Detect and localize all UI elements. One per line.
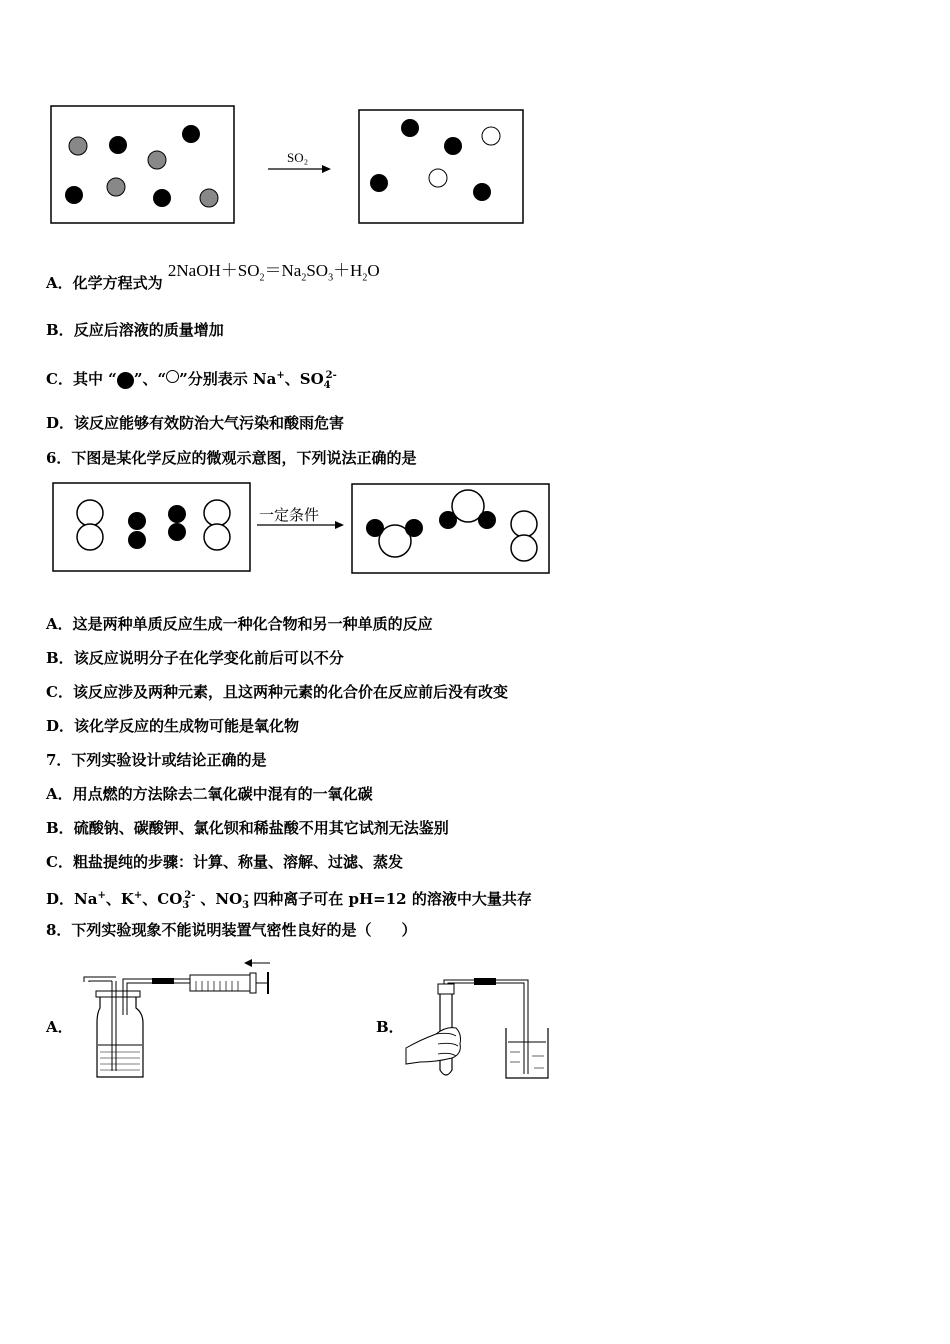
q5-arrowhead [322,165,331,173]
q7-option-d: D．Na+、K+、$CO_3^{2-}$ 、$NO_3^-$ 四种离子可在 pH=12 的溶液中大量共存 [46,890,532,911]
q6-option-d: D．该化学反应的生成物可能是氧化物 [46,717,300,735]
q7-stem: 7．下列实验设计或结论正确的是 [46,751,267,769]
apparatus-b-test-tube-beaker [0,970,600,1090]
black-atom [168,505,186,523]
q6-stem: 6．下图是某化学反应的微观示意图，下列说法正确的是 [46,449,417,467]
q7-option-c: C．粗盐提纯的步骤：计算、称量、溶解、过滤、蒸发 [46,853,403,871]
q6-reaction-diagram [0,470,950,590]
q5-after-box [359,110,523,223]
black-atom [168,523,186,541]
q5-option-c: C．其中 “ ”、“ ”分别表示 Na+、$SO_4^{2-}$ [46,370,337,391]
q6-arrowhead [335,521,344,529]
black-atom [405,519,423,537]
q5-option-a: A．化学方程式为 $2NaOH+SO_2=Na_2SO_3+H_2O$ [46,261,380,292]
q8-label-a: A． [46,1018,73,1036]
gray-particle [107,178,125,196]
black-particle [473,183,491,201]
white-particle [429,169,447,187]
black-atom [128,531,146,549]
black-particle [370,174,388,192]
white-atom [77,524,103,550]
q8-stem: 8．下列实验现象不能说明装置气密性良好的是（ ） [46,921,417,939]
q6-arrow-label: 一定条件 [259,506,320,524]
q5-arrow-label: SO₂ [287,150,309,165]
gray-particle [148,151,166,169]
black-particle [109,136,127,154]
black-particle [444,137,462,155]
black-atom [366,519,384,537]
gray-particle [200,189,218,207]
white-atom [77,500,103,526]
white-atom [511,535,537,561]
q5-equation: $2NaOH+SO_2=Na_2SO_3+H_2O$ [167,261,380,284]
black-atom [478,511,496,529]
q7-option-a: A．用点燃的方法除去二氧化碳中混有的一氧化碳 [46,785,373,803]
q8-label-b: B． [376,1018,404,1036]
white-atom [204,524,230,550]
black-particle [182,125,200,143]
black-atom [128,512,146,530]
q7-option-b: B．硫酸钠、碳酸钾、氯化钡和稀盐酸不用其它试剂无法鉴别 [46,819,449,837]
q6-option-b: B．该反应说明分子在化学变化前后可以不分 [46,649,344,667]
white-atom [204,500,230,526]
q6-option-a: A．这是两种单质反应生成一种化合物和另一种单质的反应 [46,615,433,633]
white-atom [511,511,537,537]
white-dot-icon [166,370,179,383]
black-atom [439,511,457,529]
gray-particle [69,137,87,155]
black-particle [65,186,83,204]
q5-option-b: B．反应后溶液的质量增加 [46,321,224,339]
black-particle [401,119,419,137]
q5-reaction-diagram [0,0,950,240]
q5-option-d: D．该反应能够有效防治大气污染和酸雨危害 [46,414,345,432]
black-dot-icon [117,372,134,389]
black-particle [153,189,171,207]
q6-option-c: C．该反应涉及两种元素，且这两种元素的化合价在反应前后没有改变 [46,683,508,701]
white-particle [482,127,500,145]
